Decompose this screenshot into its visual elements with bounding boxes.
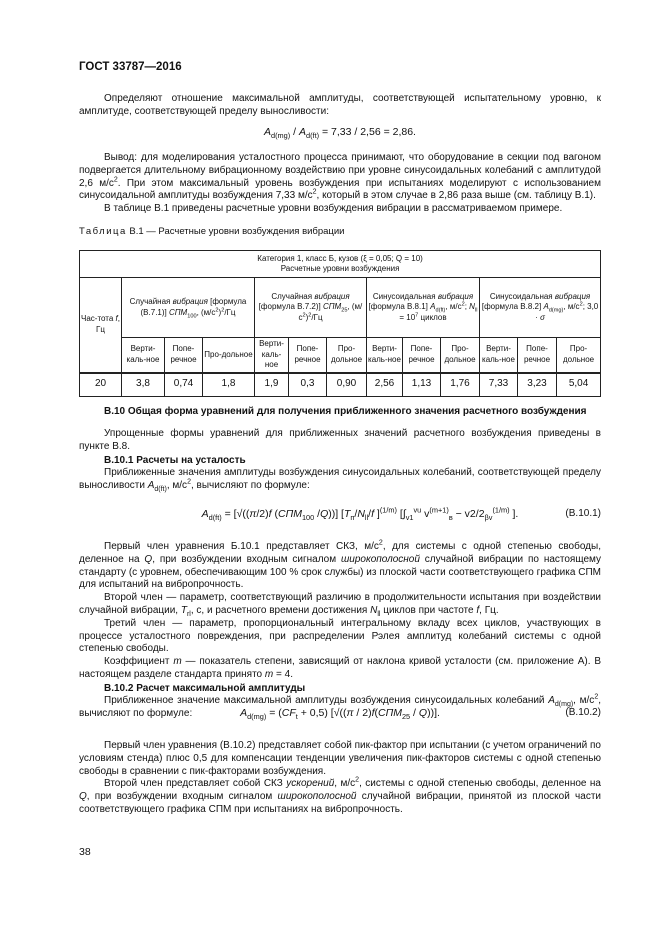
direction-header: Про-дольное — [203, 338, 255, 373]
paragraph — [79, 618, 601, 656]
text-run: rl — [186, 610, 191, 618]
text-run: π — [249, 508, 257, 520]
text-run: Q — [79, 791, 87, 803]
text-run: [формула В.8.2] — [481, 302, 544, 312]
text-run: [формула В.8.1] — [368, 302, 431, 312]
text-run: ll — [377, 610, 381, 618]
text-run: ]. — [509, 508, 519, 520]
value-cell: 5,04 — [557, 373, 601, 397]
text-run: ) — [305, 312, 309, 322]
text-run: CF — [281, 707, 296, 719]
text-run: . При этом максимальный уровень возбуждения при испытаниях моделируют с использованием синусоидальной амплитуды возбуждения 7,33 м/с — [79, 177, 601, 202]
text-run: Первый член уравнения (В.10.2) представляет собой пик-фактор при испытании (с учетом ограничений по условиям стенда) плюс 0,5 для компенсации тенденции увеличения пик-факторов системы с одной степенью свободы в сравнении с пик-факторами возбуждения. — [79, 740, 601, 777]
direction-header: Верти-каль-ное — [367, 338, 403, 373]
text-run: случайной вибрации, принятой из плоской части соответствующего графика СПМ при испытаниях на вибропрочность. — [79, 791, 601, 815]
text-run: случайной вибрации по настоящему стандарту (с уровнем, обеспечивающим 100 % срок службы) из плоской части соответствующего графика СПМ для испытаний на вибропрочность. — [79, 553, 602, 591]
page-number: 38 — [79, 846, 91, 858]
text-run: A — [264, 126, 272, 138]
value-cell: 7,33 — [480, 373, 518, 397]
text-run: циклов при частоте — [380, 604, 477, 616]
text-run: Q — [418, 707, 428, 719]
equation-number: (В.10.2) — [565, 707, 601, 718]
text-run: 2 — [579, 301, 583, 308]
text-run: 100 — [301, 513, 315, 523]
text-run: (m+1) — [429, 505, 449, 515]
text-run: Синусоидальная — [372, 291, 438, 301]
frequency-cell: 20 — [80, 373, 122, 397]
text-run: ll — [474, 307, 478, 314]
text-run: f — [371, 508, 375, 520]
direction-header: Верти-каль-ное — [122, 338, 165, 373]
text-run: 2 — [187, 478, 191, 486]
text-run: /Гц — [311, 312, 323, 322]
text-run: m — [173, 656, 182, 668]
text-run: 100 — [187, 313, 197, 320]
text-run: / — [354, 508, 358, 520]
text-run: , вычисляют по формуле: — [79, 695, 601, 720]
text-run: v — [421, 508, 430, 520]
text-run: Q — [320, 508, 329, 520]
text-run: = 4. — [273, 668, 293, 680]
direction-header: Верти-каль-ное — [255, 338, 289, 373]
value-cell: 1,8 — [203, 373, 255, 397]
text-run: d(mg) — [247, 712, 267, 722]
text-run: Коэффициент — [104, 656, 174, 668]
text-run: f — [476, 604, 480, 616]
text-run: f — [371, 707, 375, 719]
text-run: , м/с — [573, 695, 595, 707]
text-run: , (м/с — [196, 307, 216, 317]
value-cell: 0,74 — [165, 373, 203, 397]
text-run: Синусоидальная — [489, 291, 555, 301]
text-run: Второй член представляет собой СКЗ — [104, 778, 287, 790]
text-run: Первый член уравнения Б.10.1 представляет СКЗ, м/с — [104, 541, 379, 552]
text-run: [формула В.7.2)] — [258, 302, 323, 312]
text-run: d(ft) — [306, 131, 320, 141]
text-run: [∫ — [397, 508, 406, 520]
text-run: βv — [484, 513, 493, 523]
text-run: , который в этом случае в 2,86 раза выше (см. таблицу В.1). — [316, 190, 596, 202]
text-run: v1 — [405, 513, 414, 523]
text-run: / — [290, 126, 299, 138]
direction-header: Про-дольное — [441, 338, 480, 373]
text-run: 2 — [302, 312, 306, 319]
text-run: /Гц — [224, 307, 236, 317]
text-run: f — [115, 314, 118, 324]
text-run: 2 — [594, 693, 599, 701]
text-run: Вывод: для моделирования усталостного процесса принимают, что оборудование в секции под вагоном подвергается длительному вибрационному воздействию при уровне синусоидальных колебаний с амплитудой 2,6 м/с — [79, 152, 601, 189]
direction-header: Попе-речное — [165, 338, 203, 373]
text-run: A — [201, 508, 209, 520]
text-run: СПМ — [322, 302, 342, 312]
formula-ratio — [79, 126, 601, 139]
text-run: d(ft) — [435, 307, 446, 314]
text-run: Третий член — параметр, пропорциональный интегральному вкладу всех циклов, участвующих в процессе усталостного повреждения, при распределении Рэлея амплитуд колебаний системы с одной степенью свободы. — [79, 617, 601, 655]
text-run: / — [368, 508, 372, 520]
text-run: 2 — [312, 189, 317, 197]
text-run: п — [350, 513, 355, 523]
text-run: , вычисляют по формуле: — [190, 479, 310, 491]
text-run: , для системы с одной степенью свободы, деленное на — [79, 541, 601, 565]
text-run: 2 — [355, 777, 360, 785]
text-run: , м/с — [166, 479, 188, 491]
text-run: 25 — [401, 712, 411, 722]
text-run: / 2) — [353, 707, 372, 719]
text-run: СПМ — [278, 508, 302, 520]
text-run: − v2/2 — [452, 508, 485, 520]
direction-header: Про-дольное — [557, 338, 601, 373]
text-run: ; — [464, 302, 470, 312]
text-run: T — [180, 604, 187, 616]
text-run: π — [346, 707, 354, 719]
text-run: N — [357, 508, 365, 520]
text-run: циклов — [418, 312, 447, 322]
text-run: 25 — [341, 307, 348, 314]
text-run: Категория 1, класс Б, кузов (ξ = 0,05; Q = 10) — [257, 253, 423, 263]
text-run: Q — [144, 553, 153, 565]
direction-header: Верти-каль-ное — [480, 338, 518, 373]
text-run: СПМ — [378, 707, 402, 719]
text-run: A — [548, 695, 555, 707]
paragraph — [79, 428, 601, 454]
text-run: ))]. — [427, 707, 440, 719]
text-run: A — [430, 302, 436, 312]
text-run: В таблице В.1 приведены расчетные уровни возбуждения вибрации в рассматриваемом примере. — [104, 203, 563, 215]
text-run: [формула (В.7.1)] — [140, 297, 247, 317]
section-heading-b10 — [79, 405, 601, 419]
text-run: vu — [413, 505, 422, 515]
direction-header: Попе-речное — [518, 338, 557, 373]
text-run: Случайная — [129, 297, 173, 306]
value-cell: 0,90 — [327, 373, 367, 397]
text-run: широкополосной — [340, 553, 420, 565]
table-caption: Таблица В.1 — Расчетные уровни возбуждения вибрации — [79, 226, 345, 237]
text-run: A — [543, 302, 549, 312]
text-run: Упрощенные формы уравнений для приближенных значений расчетного возбуждения приведены в пункте В.8. — [79, 428, 601, 452]
text-run: (1/m) — [492, 505, 510, 515]
text-run: = 7,33 / 2,56 = 2,86. — [319, 126, 416, 138]
text-run: , Гц. — [479, 604, 499, 616]
text-run: , при возбуждении входным сигналом — [86, 791, 278, 803]
value-cell: 3,23 — [518, 373, 557, 397]
text-run: = 10 — [399, 312, 416, 322]
paragraph — [79, 740, 601, 778]
paragraph — [79, 93, 601, 119]
text-run: , системы с одной степенью свободы, деленное на — [359, 778, 601, 790]
text-run: N — [370, 604, 378, 616]
text-run: , м/с — [563, 302, 580, 312]
text-run: , м/с — [445, 302, 462, 312]
text-run: ( — [374, 707, 379, 719]
text-run: 7 — [415, 312, 419, 319]
direction-header: Про-дольное — [327, 338, 367, 373]
paragraph — [79, 467, 601, 493]
text-run: Приближенные значения амплитуды возбуждения синусоидальных колебаний, соответствующей пределу выносливости — [79, 467, 601, 491]
text-run: m — [264, 668, 274, 680]
text-run: / — [314, 508, 321, 520]
text-run: , м/с — [334, 778, 356, 790]
text-run: f — [268, 508, 272, 520]
text-run: = [√(( — [221, 508, 250, 520]
text-run: , при возбуждении входным сигналом — [152, 553, 341, 565]
value-cell: 1,13 — [403, 373, 441, 397]
text-run: d(mg) — [548, 307, 564, 314]
table-top-header — [80, 251, 601, 278]
text-run: широкополосной — [277, 791, 357, 803]
text-run: ) — [218, 307, 222, 317]
text-run: Приближенное значение максимальной амплитуды возбуждения синусоидальных колебаний — [104, 695, 549, 707]
text-run: 2 — [461, 301, 465, 308]
text-run: 2 — [378, 539, 383, 547]
text-run: , Гц — [96, 314, 121, 334]
text-run: вибрация — [437, 291, 474, 301]
paragraph-conclusion — [79, 152, 601, 203]
direction-header: Попе-речное — [289, 338, 327, 373]
value-cell: 1,76 — [441, 373, 480, 397]
text-run: Второй член — параметр, соответствующий различию в продолжительности испытания при воздействии случайной вибрации, — [79, 592, 601, 616]
text-run: вибрация — [314, 291, 350, 301]
formula-b10-2 — [79, 707, 601, 720]
equation-number: (В.10.1) — [565, 508, 601, 519]
value-cell: 3,8 — [122, 373, 165, 397]
text-run: вибрация — [554, 291, 591, 301]
text-run: ( — [271, 508, 278, 520]
paragraph — [79, 656, 601, 682]
text-run: N — [469, 302, 475, 312]
value-cell: 2,56 — [367, 373, 403, 397]
value-cell: 0,3 — [289, 373, 327, 397]
text-run: = ( — [266, 707, 282, 719]
text-run: ll — [364, 513, 369, 523]
text-run: В.10 Общая форма уравнений для получения приближенного значения расчетного возбуждения — [104, 406, 587, 417]
section-heading-b10-2 — [79, 682, 601, 696]
text-run: σ — [540, 312, 545, 322]
text-run: / — [410, 707, 419, 719]
text-run: A — [147, 479, 155, 491]
text-run: ускорений — [286, 778, 335, 790]
freq-header — [80, 278, 122, 373]
text-run: A — [298, 126, 306, 138]
text-run: T — [343, 508, 351, 520]
text-run: , (м/с — [298, 302, 363, 322]
text-run: + 0,5) [√(( — [297, 707, 347, 719]
text-run: 2 — [308, 312, 312, 319]
text-run: СПМ — [168, 307, 188, 317]
text-run: Определяют отношение максимальной амплитуды, соответствующей испытательному уровню, к амплитуде, соответствующей пределу выносливости: — [79, 93, 601, 117]
group-header — [122, 278, 255, 338]
text-run: ; 3,0 · — [535, 302, 599, 322]
formula-b10-1 — [79, 505, 601, 523]
text-run: ))] [ — [328, 508, 344, 520]
text-run: Час-тота — [81, 314, 116, 324]
text-run: d(ft) — [208, 513, 222, 523]
text-run: — показатель степени, зависящий от наклона кривой усталости (см. приложение А). В настоящем разделе стандарта принято — [79, 656, 601, 680]
text-run: Расчетные уровни возбуждения — [280, 264, 400, 273]
paragraph — [79, 203, 601, 216]
text-run: В.10.2 Расчет максимальной амплитуды — [104, 682, 306, 694]
text-run: (1/m) — [379, 505, 397, 515]
text-run: A — [240, 707, 248, 719]
text-run: в — [448, 513, 453, 523]
group-header — [367, 278, 480, 338]
value-cell: 1,9 — [255, 373, 289, 397]
text-run: , с, и расчетного времени достижения — [190, 604, 371, 616]
text-run: d(mg) — [554, 701, 574, 709]
excitation-levels-table — [79, 250, 601, 397]
document-header: ГОСТ 33787—2016 — [79, 61, 182, 73]
text-run: t — [295, 712, 298, 722]
group-header — [480, 278, 601, 338]
text-run: 2 — [221, 306, 225, 313]
text-run: 2 — [113, 176, 118, 184]
direction-header: Попе-речное — [403, 338, 441, 373]
paragraph — [79, 541, 601, 592]
text-run: Случайная — [271, 291, 315, 301]
paragraph — [79, 778, 601, 816]
text-run: вибрация — [172, 297, 208, 306]
section-heading-b10-1 — [79, 454, 601, 468]
text-run: ] — [374, 508, 380, 520]
group-header — [255, 278, 367, 338]
text-run: В.10.1 Расчеты на усталость — [104, 454, 246, 466]
text-run: /2) — [256, 508, 269, 520]
text-run: 2 — [215, 306, 219, 313]
text-run: d(ft) — [154, 485, 167, 493]
text-run: d(mg) — [271, 131, 291, 141]
paragraph — [79, 592, 601, 618]
